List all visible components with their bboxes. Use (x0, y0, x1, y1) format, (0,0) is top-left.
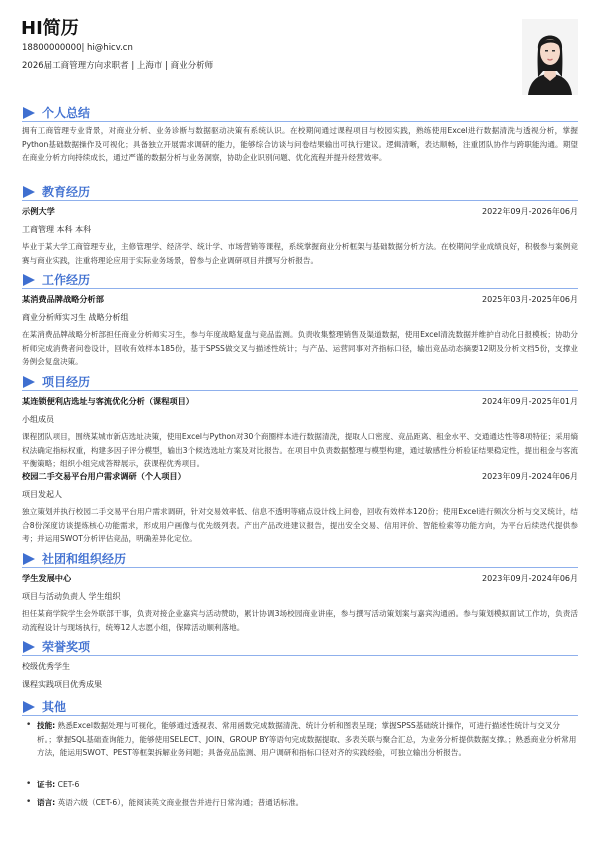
activity-date: 2023年09月-2024年06月 (482, 574, 578, 583)
cert-text: CET-6 (57, 780, 80, 789)
section-title-summary: 个人总结 (42, 106, 91, 120)
project-role: 项目发起人 (22, 490, 62, 499)
bullet-dot-icon: • (26, 779, 32, 789)
organization-name: 学生发展中心 (22, 573, 72, 583)
language-label: 语言: (37, 798, 56, 807)
project-name: 校园二手交易平台用户需求调研（个人项目） (22, 471, 186, 481)
honor-item: 课程实践项目优秀成果 (22, 680, 102, 689)
section-header-work (22, 271, 578, 289)
section-title-work: 工作经历 (42, 273, 91, 287)
company-name: 某消费品牌战略分析部 (22, 294, 104, 304)
project-row (22, 396, 578, 410)
skills-text: 熟悉Excel数据处理与可视化，能够通过透视表、常用函数完成数据清洗、统计分析和图表呈现；掌握SPSS基础统计操作，可进行描述性统计与交叉分析。；掌握SQL基础查询能力，能够使用SELECT、JOIN、GROUP BY等语句完成数据提取、多表关联与聚合汇总，为业务分析提供数据支撑。；熟悉商业分析常用方法，能运用SWOT、PEST等框架拆解业务问题；具备竞品监测、用户调研和指标口径对齐的实践经验，可独立输出分析报告。 (37, 721, 577, 757)
language-item (26, 796, 578, 810)
section-divider (22, 200, 578, 201)
triangle-bullet-icon (22, 640, 36, 654)
section-divider (22, 655, 578, 656)
section-divider (22, 567, 578, 568)
section-header-activities (22, 550, 578, 568)
project-text: 独立策划并执行校园二手交易平台用户需求调研，针对交易效率低、信息不透明等痛点设计线上问卷，回收有效样本120份；使用Excel进行频次分析与交叉统计，结合8份深度访谈提炼核心功能需求，形成用户画像与优先级列表。产出产品改进建议报告，提出安全交易、信用评价、智能检索等功能方向，为平台后续迭代提供参考；并运用SWOT分析评估竞品，明确差异化定位。 (22, 507, 578, 543)
project-text: 课程团队项目，围绕某城市新店选址决策，使用Excel与Python对30个商圈样本进行数据清洗，提取人口密度、竞品距离、租金水平、交通通达性等8项特征；采用熵权法确定指标权重，构建多因子评分模型，输出3个候选选址方案及对比报告。在项目中负责数据整理与模型构建，通过敏感性分析验证结果稳定性，提出租金与客流平衡策略；组织小组完成答辩展示，获课程优秀项目。 (22, 432, 578, 468)
triangle-bullet-icon (22, 185, 36, 199)
skills-item (26, 719, 578, 775)
section-title-education: 教育经历 (42, 185, 91, 199)
section-divider (22, 121, 578, 122)
section-divider (22, 715, 578, 716)
section-divider (22, 288, 578, 289)
triangle-bullet-icon (22, 106, 36, 120)
cert-item (26, 778, 578, 792)
section-title-activities: 社团和组织经历 (42, 552, 127, 566)
work-row (22, 294, 578, 308)
education-major: 工商管理 本科 本科 (22, 225, 92, 234)
triangle-bullet-icon (22, 552, 36, 566)
activity-text: 担任某商学院学生会外联部干事，负责对接企业嘉宾与活动赞助，累计协调3场校园商业讲座，参与撰写活动策划案与嘉宾沟通函。参与策划模拟面试工作坊，负责活动流程设计与现场执行，统筹12人志愿小组，保障活动顺利落地。 (22, 609, 578, 632)
project-date: 2024年09月-2025年01月 (482, 397, 578, 406)
project-date: 2023年09月-2024年06月 (482, 472, 578, 481)
section-header-projects (22, 373, 578, 391)
summary-text: 拥有工商管理专业背景，对商业分析、业务诊断与数据驱动决策有系统认识。在校期间通过课程项目与校园实践，熟练使用Excel进行数据清洗与透视分析，掌握Python基础数据操作及可视化；具备独立开展需求调研的能力，能够综合访谈与问卷结果输出可执行建议。逻辑清晰，表达顺畅，注重团队协作与跨职能沟通。期望在商业分析方向持续成长，通过严谨的数据分析与业务洞察，协助企业识别问题、优化流程并提升经营效率。 (22, 126, 578, 162)
resume-name: HI简历 (21, 18, 79, 39)
work-role: 商业分析师实习生 战略分析组 (22, 313, 129, 322)
skills-label: 技能: (37, 721, 56, 730)
section-header-summary (22, 104, 578, 122)
section-title-projects: 项目经历 (42, 375, 91, 389)
section-divider (22, 390, 578, 391)
section-header-education (22, 183, 578, 201)
education-row (22, 206, 578, 220)
school-name: 示例大学 (22, 206, 55, 216)
triangle-bullet-icon (22, 273, 36, 287)
section-title-other: 其他 (42, 700, 67, 714)
bullet-dot-icon: • (26, 720, 32, 730)
contact-info: 18800000000| hi@hicv.cn (22, 43, 133, 53)
profile-photo (522, 19, 578, 95)
activity-row (22, 573, 578, 587)
section-header-honors (22, 638, 578, 656)
cert-label: 证书: (37, 780, 56, 789)
project-row (22, 471, 578, 485)
section-title-honors: 荣誉奖项 (42, 640, 91, 654)
work-date: 2025年03月-2025年06月 (482, 295, 578, 304)
triangle-bullet-icon (22, 700, 36, 714)
job-intent: 2026届工商管理方向求职者 | 上海市 | 商业分析师 (22, 61, 214, 71)
language-text: 英语六级（CET-6），能阅读英文商业报告并进行日常沟通；普通话标准。 (57, 798, 304, 807)
work-text: 在某消费品牌战略分析部担任商业分析师实习生，参与年度战略复盘与竞品监测。负责收集整理销售及渠道数据，使用Excel清洗数据并维护自动化日报模板；协助分析师完成消费者问卷设计，回收有效样本185份，基于SPSS做交叉与描述性统计；与产品、运营同事对齐指标口径，输出竞品动态摘要12期及分析文档5份，支撑业务例会复盘决策。 (22, 330, 578, 366)
section-header-other (22, 698, 578, 716)
education-text: 毕业于某大学工商管理专业，主修管理学、经济学、统计学、市场营销等课程，系统掌握商业分析框架与基础数据分析方法。在校期间学业成绩良好，积极参与案例竞赛与商业实践，注重将理论应用于实际业务场景，曾参与企业调研项目并撰写分析报告。 (22, 242, 578, 265)
education-date: 2022年09月-2026年06月 (482, 207, 578, 216)
triangle-bullet-icon (22, 375, 36, 389)
honor-item: 校级优秀学生 (22, 662, 70, 671)
project-name: 某连锁便利店选址与客流优化分析（课程项目） (22, 396, 194, 406)
bullet-dot-icon: • (26, 797, 32, 807)
project-role: 小组成员 (22, 415, 54, 424)
activity-role: 项目与活动负责人 学生组织 (22, 592, 121, 601)
